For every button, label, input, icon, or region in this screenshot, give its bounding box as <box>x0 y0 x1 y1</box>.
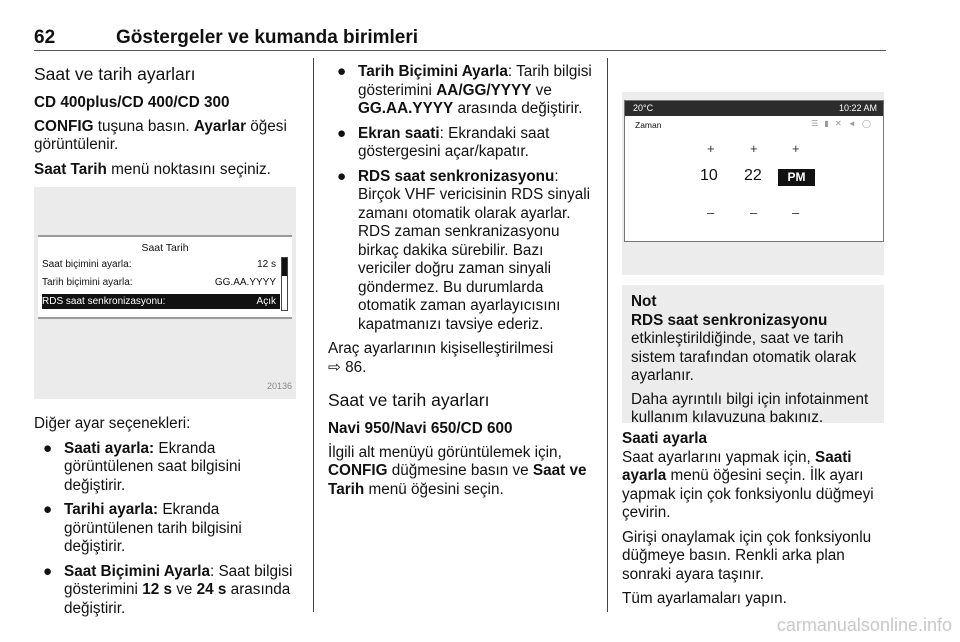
text-span: Araç ayarlarının kişiselleştirilmesi <box>328 340 554 357</box>
term: GG.AA.YYYY <box>358 100 454 117</box>
settings-term: Ayarlar <box>193 117 247 135</box>
column-divider <box>313 58 314 612</box>
text-span: ve <box>172 581 197 598</box>
paragraph-config <box>34 118 298 155</box>
term: Tarih Biçimini Ayarla <box>358 63 508 80</box>
page-header-title: Göstergeler ve kumanda birimleri <box>116 27 419 48</box>
section-heading: Saat ve tarih ayarları <box>34 64 196 84</box>
note-box <box>622 285 884 426</box>
screenshot-time-settings <box>622 92 884 275</box>
row-label: RDS saat senkronizasyonu: <box>42 296 166 307</box>
options-list <box>34 440 298 619</box>
term: Ekran saati <box>358 124 440 142</box>
row-value: 12 s <box>257 259 276 270</box>
term: RDS saat senkronizasyonu <box>631 311 828 329</box>
text-span: Saat ayarlarını yapmak için, <box>622 448 815 466</box>
bullet-icon: ● <box>43 439 53 457</box>
text-span: menü öğesini seçin. <box>364 480 504 498</box>
page-number: 62 <box>34 27 56 48</box>
text-span: arasında değiştirir. <box>453 100 583 117</box>
text-span: tuşuna basın. <box>93 117 194 135</box>
bullet-icon: ● <box>337 63 347 80</box>
term: 24 s <box>196 581 227 598</box>
term: 12 s <box>142 581 172 598</box>
text-span: : Tarih bilgisi gösterimini <box>358 63 592 99</box>
ampm-increase-icon: + <box>792 141 800 156</box>
minute-value: 22 <box>744 167 762 184</box>
text-span: menü öğesini seçin. İlk ayarı yapmak için çok fonksiyonlu düğmeyi çevirin. <box>622 467 874 521</box>
minute-decrease-icon: – <box>750 205 758 220</box>
section-subheading: Saati ayarla <box>622 430 708 447</box>
hour-decrease-icon: – <box>707 205 715 220</box>
hour-value: 10 <box>700 167 718 184</box>
bullet-icon: ● <box>337 124 347 142</box>
screen-title: Saat Tarih <box>141 242 189 254</box>
screen-title: Zaman <box>635 120 662 130</box>
time-date-term: Saat Tarih <box>34 160 107 178</box>
text-span: düğmesine basın ve <box>387 462 533 479</box>
list-item <box>34 440 298 496</box>
display-screen <box>624 100 884 242</box>
list-item <box>328 168 596 335</box>
temperature-readout: 20°C <box>633 103 654 113</box>
row-label: Tarih biçimini ayarla: <box>42 277 133 288</box>
options-list <box>328 63 596 334</box>
minute-increase-icon: + <box>750 141 758 156</box>
text-span: ve <box>531 81 552 99</box>
cross-reference <box>328 340 596 377</box>
ampm-value: PM <box>778 169 815 186</box>
list-item <box>328 125 596 162</box>
column-1 <box>34 63 298 624</box>
row-value: Açık <box>256 296 276 307</box>
screenshot-time-date-menu <box>34 187 296 399</box>
paragraph-submenu <box>328 444 596 500</box>
row-value: GG.AA.YYYY <box>214 277 276 288</box>
options-intro: Diğer ayar seçenekleri: <box>34 415 191 432</box>
note-title: Not <box>631 293 657 310</box>
ampm-decrease-icon: – <box>792 205 800 220</box>
text-span: İlgili alt menüyü görüntülemek için, <box>328 443 562 461</box>
config-term: CONFIG <box>34 117 94 135</box>
arrow-reference-icon: ⇨ <box>328 358 341 376</box>
paragraph-set-time <box>622 449 886 523</box>
hour-increase-icon: + <box>707 141 715 156</box>
page-reference-link[interactable]: 86. <box>345 358 367 376</box>
column-2 <box>328 63 596 505</box>
list-item <box>34 501 298 557</box>
paragraph-confirm: Girişi onaylamak için çok fonksiyonlu düğmeye basın. Renkli arka plan sonraki ayara taşınır. <box>622 528 872 583</box>
column-divider <box>607 58 608 612</box>
text-span: : Saat bilgisi gösterimini <box>64 562 293 598</box>
text-span: öğesi görüntülenir. <box>34 117 287 153</box>
status-bar <box>625 101 883 116</box>
section-subheading: Navi 950/Navi 650/CD 600 <box>328 420 513 437</box>
column-3 <box>622 430 886 615</box>
term: Tarihi ayarla: <box>64 501 159 518</box>
time-date-term: Saat ve Tarih <box>328 462 587 498</box>
paragraph-select <box>34 161 298 180</box>
clock-readout: 10:22 AM <box>838 103 877 113</box>
section-heading: Saat ve tarih ayarları <box>328 390 490 410</box>
text-span: Ekranda görüntülenen saat bilgisini değiştirir. <box>64 439 241 494</box>
scrollbar-thumb <box>282 258 287 276</box>
menu-row-rds-sync <box>42 294 280 309</box>
bullet-icon: ● <box>43 562 53 580</box>
text-span: Ekranda görüntülenen tarih bilgisini değiştirir. <box>64 501 242 555</box>
status-icons: ☰ ▮ ✕ ◄ ◯ <box>810 119 873 128</box>
note-text: etkinleştirildiğinde, saat ve tarih sistem tarafından otomatik olarak ayarlanır. <box>631 330 857 384</box>
header-rule <box>34 50 886 51</box>
display-screen <box>38 235 292 319</box>
menu-row-time-format <box>42 257 280 272</box>
term: AA/GG/YYYY <box>436 81 532 99</box>
bullet-icon: ● <box>43 501 53 518</box>
section-subheading: CD 400plus/CD 400/CD 300 <box>34 94 230 111</box>
text-span: : Ekrandaki saat göstergesini açar/kapatır. <box>358 124 550 160</box>
term: Saati ayarla <box>622 448 852 484</box>
config-term: CONFIG <box>328 462 388 479</box>
image-number: 20136 <box>266 380 292 391</box>
watermark: carmanualsonline.info <box>776 615 952 635</box>
text-span: arasında değiştirir. <box>64 581 291 617</box>
text-span: menü noktasını seçiniz. <box>106 160 271 178</box>
row-label: Saat biçimini ayarla: <box>42 259 132 270</box>
menu-row-date-format <box>42 275 280 290</box>
term: Saati ayarla: <box>64 439 155 457</box>
term: Saat Biçimini Ayarla <box>64 562 210 580</box>
term: RDS saat senkronizasyonu <box>358 167 555 185</box>
bullet-icon: ● <box>337 167 347 185</box>
list-item <box>34 563 298 619</box>
list-item <box>328 63 596 119</box>
note-content <box>631 293 881 433</box>
paragraph-final: Tüm ayarlamaları yapın. <box>622 590 787 607</box>
scrollbar <box>281 257 288 311</box>
text-span: : Birçok VHF vericisinin RDS sinyali zamanı otomatik olarak ayarlar. RDS zaman senkranizasyonu birkaç dakika sürebilir. Bazı vericiler doğru zaman sinyali göndermez. Bu durumlarda otomatik zaman ayarlayıcısını kapatmanızı tavsiye ederiz. <box>358 167 591 333</box>
note-paragraph: Daha ayrıntılı bilgi için infotainment kullanım kılavuzuna bakınız. <box>631 390 869 426</box>
